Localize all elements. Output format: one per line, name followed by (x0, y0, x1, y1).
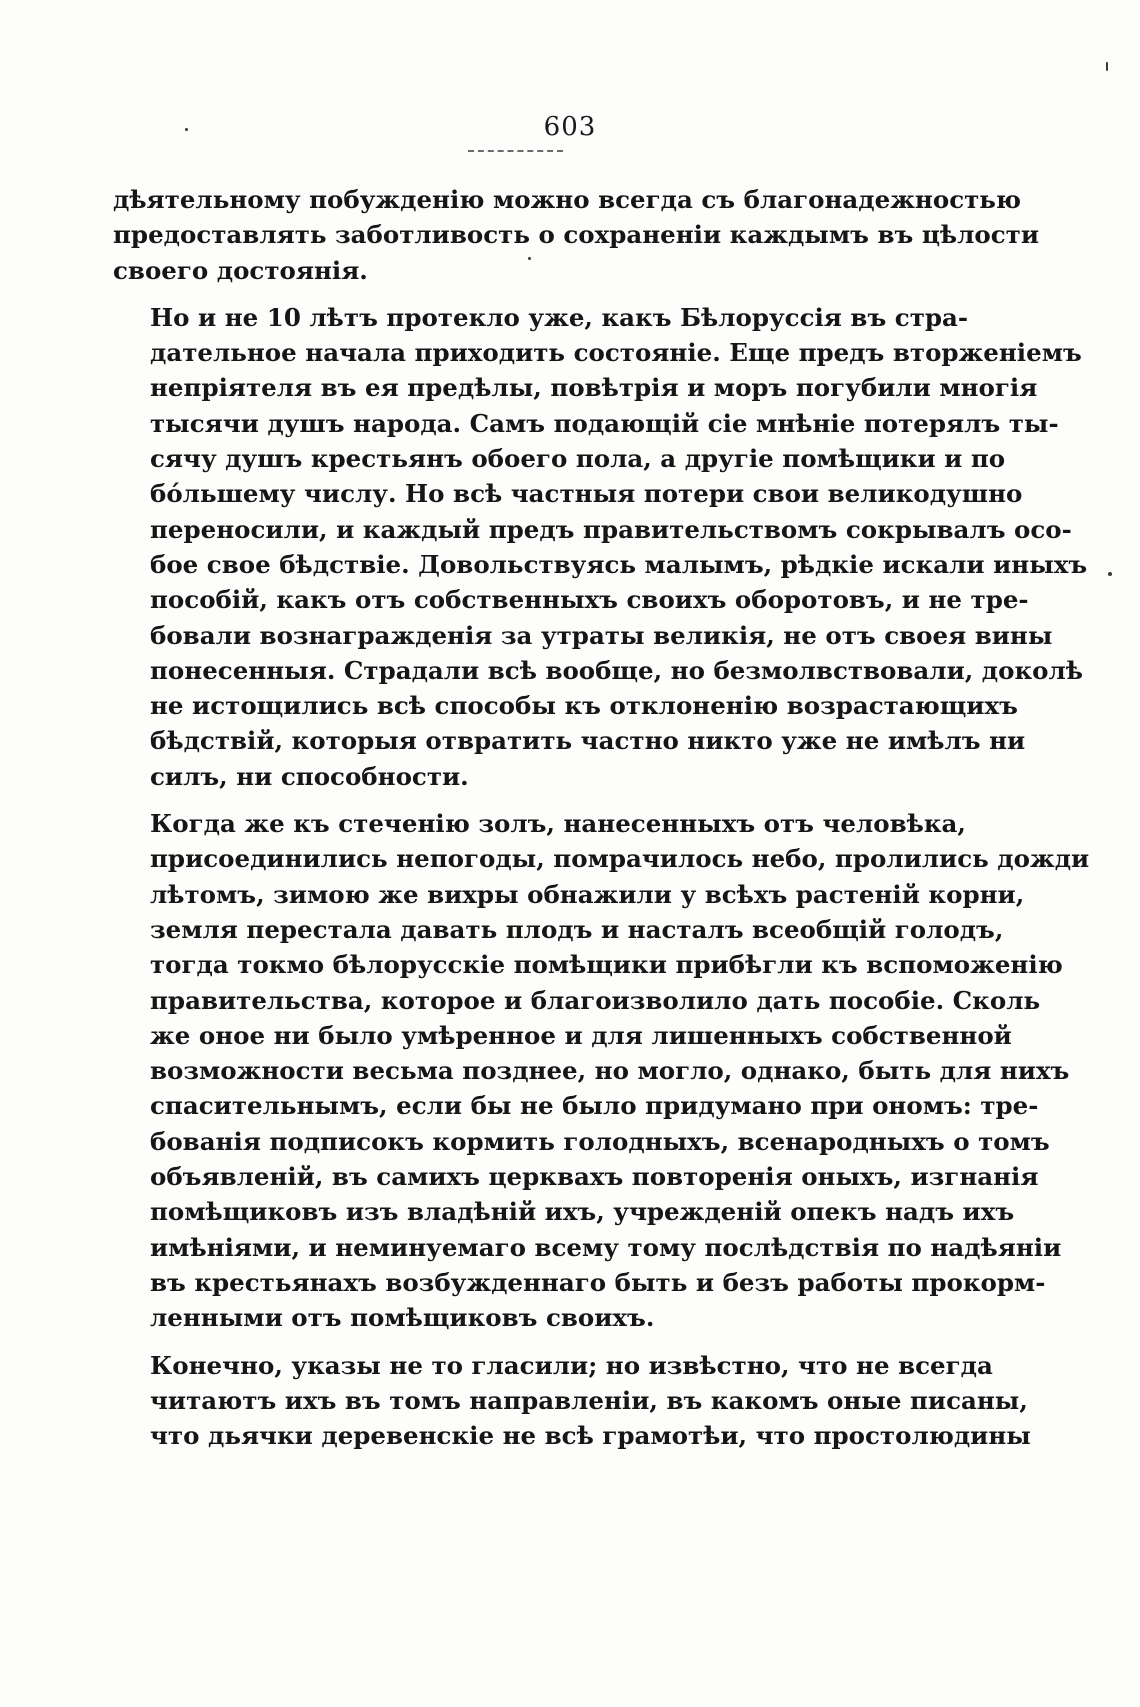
text-line: понесенныя. Страдали всѣ вообще, но безмолвствовали, доколѣ (150, 655, 1084, 685)
text-line: бованія подписокъ кормить голодныхъ, всенародныхъ о томъ (150, 1126, 1050, 1156)
text-line: Когда же къ стеченію золъ, нанесенныхъ отъ человѣка, (150, 809, 966, 839)
page-number: 603 (543, 112, 597, 142)
text-line: ленными отъ помѣщиковъ своихъ. (150, 1303, 655, 1333)
text-line: спасительнымъ, если бы не было придумано при ономъ: тре- (150, 1091, 1039, 1121)
text-line: бовали вознагражденія за утраты великія, не отъ своея вины (150, 620, 1053, 650)
text-line: же оное ни было умѣренное и для лишенныхъ собственной (150, 1020, 1012, 1050)
paragraph (113, 182, 1040, 288)
text-line: имѣніями, и неминуемаго всему тому послѣдствія по надѣяніи (150, 1232, 1062, 1262)
paragraph (113, 806, 1090, 1335)
text-line: своего достоянія. (113, 255, 368, 285)
text-line: правительства, которое и благоизволило дать пособіе. Сколь (150, 985, 1041, 1015)
text-line: лѣтомъ, зимою же вихры обнажили у всѣхъ растеній корни, (150, 879, 1025, 909)
text-line: непріятеля въ ея предѣлы, повѣтрія и моръ погубили многія (150, 373, 1038, 403)
text-line: переносили, и каждый предъ правительствомъ сокрывалъ осо- (150, 514, 1072, 544)
text-line: земля перестала давать плодъ и насталъ всеобщій голодъ, (150, 914, 1004, 944)
text-line: Но и не 10 лѣтъ протекло уже, какъ Бѣлоруссія въ стра- (150, 302, 969, 332)
text-line: что дьячки деревенскіе не всѣ грамотѣи, что простолюдины (150, 1421, 1031, 1451)
text-line: не истощились всѣ способы къ отклоненію возрастающихъ (150, 691, 1018, 721)
paragraph (113, 1348, 1031, 1454)
text-line: тогда токмо бѣлорусскіе помѣщики прибѣгли къ вспоможенію (150, 950, 1063, 980)
scan-speck (1106, 62, 1108, 71)
scan-speck (185, 128, 188, 131)
scan-speck (1108, 572, 1112, 576)
text-line: пособій, какъ отъ собственныхъ своихъ оборотовъ, и не тре- (150, 585, 1029, 615)
body-text (113, 182, 1090, 1465)
text-line: дательное начала приходить состояніе. Еще предъ вторженіемъ (150, 338, 1082, 368)
text-line: тысячи душъ народа. Самъ подающій сіе мнѣніе потерялъ ты- (150, 408, 1059, 438)
text-line: Конечно, указы не то гласили; но извѣстно, что не всегда (150, 1350, 993, 1380)
text-line: читаютъ ихъ въ томъ направленіи, въ какомъ оные писаны, (150, 1385, 1028, 1415)
page-number-divider (468, 150, 563, 154)
text-line: бѣдствій, которыя отвратить частно никто уже не имѣлъ ни (150, 726, 1026, 756)
text-line: въ крестьянахъ возбужденнаго быть и безъ работы прокорм- (150, 1267, 1046, 1297)
paragraph (113, 300, 1088, 794)
text-line: силъ, ни способности. (150, 761, 469, 791)
text-line: предоставлять заботливость о сохраненіи каждымъ въ цѣлости (113, 220, 1040, 250)
text-line: объявленій, въ самихъ церквахъ повторенія оныхъ, изгнанія (150, 1162, 1039, 1192)
text-line: бо́льшему числу. Но всѣ частныя потери свои великодушно (150, 479, 1023, 509)
text-line: помѣщиковъ изъ владѣній ихъ, учрежденій опекъ надъ ихъ (150, 1197, 1015, 1227)
text-line: дѣятельному побужденію можно всегда съ благонадежностью (113, 185, 1022, 214)
text-line: бое свое бѣдствіе. Довольствуясь малымъ, рѣдкіе искали иныхъ (150, 549, 1088, 579)
text-line: присоединились непогоды, помрачилось небо, пролились дожди (150, 844, 1090, 874)
text-line: сячу душъ крестьянъ обоего пола, а другіе помѣщики и по (150, 444, 1006, 474)
text-line: возможности весьма позднее, но могло, однако, быть для нихъ (150, 1056, 1070, 1086)
